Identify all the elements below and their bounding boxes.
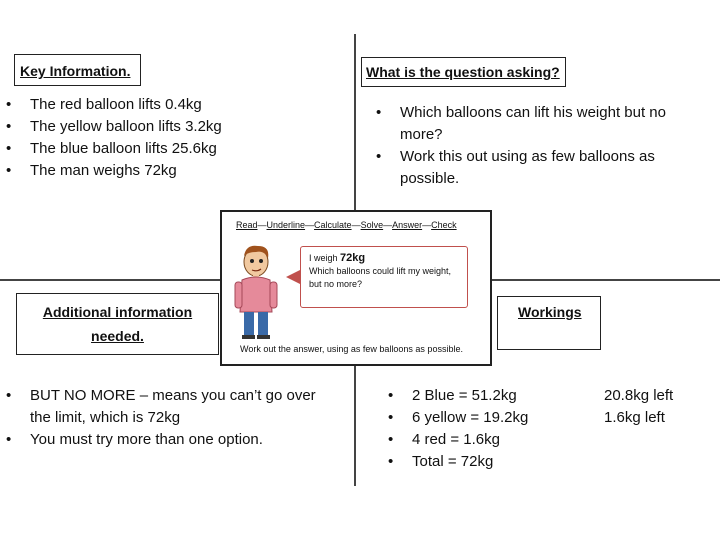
problem-card: [220, 210, 492, 366]
step-solve: Solve: [360, 220, 384, 230]
speech-bubble-tail: [286, 270, 300, 284]
step-check: Check: [431, 220, 457, 230]
speech-bubble: I weigh 72kg Which balloons could lift my weight, but no more?: [300, 246, 468, 308]
problem-steps: Read—Underline—Calculate—Solve—Answer—Check: [236, 220, 457, 230]
workings-list: [382, 385, 528, 473]
workings-notes: [604, 385, 673, 429]
list-item: • The man weighs 72kg: [6, 162, 177, 179]
list-item: • You must try more than one option.: [6, 431, 263, 448]
man-illustration: [232, 240, 284, 340]
additional-information-heading: Additional information needed.: [16, 293, 219, 355]
list-item: • The red balloon lifts 0.4kg: [6, 96, 202, 113]
key-information-list: [0, 94, 222, 182]
workings-note: 1.6kg left: [604, 409, 665, 426]
list-item: • 6 yellow = 19.2kg: [388, 409, 529, 426]
list-item: • 2 Blue = 51.2kg: [388, 387, 517, 404]
list-item: • Work this out using as few balloons as possible.: [376, 148, 655, 187]
key-information-heading: Key Information.: [14, 54, 141, 86]
card-instruction: Work out the answer, using as few balloons as possible.: [240, 344, 463, 354]
list-item: • Which balloons can lift his weight but no more?: [376, 104, 666, 143]
step-calculate: Calculate: [314, 220, 352, 230]
step-read: Read: [236, 220, 258, 230]
list-item: • The yellow balloon lifts 3.2kg: [6, 118, 222, 135]
step-underline: Underline: [266, 220, 306, 230]
question-heading: What is the question asking?: [361, 57, 566, 87]
step-answer: Answer: [392, 220, 423, 230]
list-item: • 4 red = 1.6kg: [388, 431, 500, 448]
workings-note: 20.8kg left: [604, 387, 674, 404]
workings-heading: Workings: [497, 296, 601, 350]
additional-information-list: [0, 385, 340, 451]
question-list: [372, 102, 702, 190]
list-item: • Total = 72kg: [388, 453, 494, 470]
list-item: • The blue balloon lifts 25.6kg: [6, 140, 217, 157]
list-item: • BUT NO MORE – means you can’t go over the limit, which is 72kg: [6, 387, 316, 426]
